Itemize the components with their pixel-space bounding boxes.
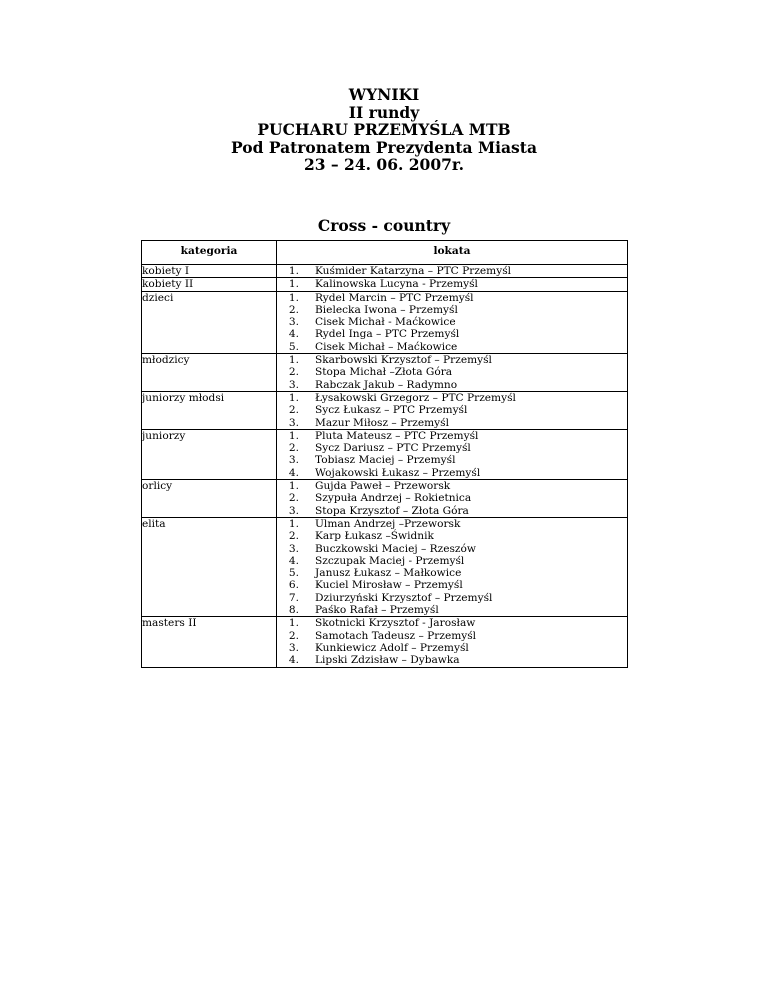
place-number: 1. <box>288 391 299 404</box>
table-row <box>142 391 628 429</box>
table-row <box>142 480 628 518</box>
place-number: 3. <box>288 641 299 654</box>
place-number: 3. <box>288 454 299 467</box>
list-item <box>277 617 627 629</box>
list-item <box>277 567 627 579</box>
competitor-name: Cisek Michał - Maćkowice <box>315 316 456 329</box>
list-item <box>277 492 627 504</box>
place-number: 4. <box>288 466 299 479</box>
list-item <box>277 543 627 555</box>
list-item <box>277 518 627 530</box>
category-cell: elita <box>142 517 277 616</box>
competitor-name: Wojakowski Łukasz – Przemyśl <box>315 466 481 479</box>
table-row <box>142 278 628 291</box>
placement-list <box>277 430 627 479</box>
category-cell: juniorzy <box>142 429 277 479</box>
list-item <box>277 604 627 616</box>
placement-cell <box>277 265 628 278</box>
placement-list <box>277 292 627 353</box>
list-item <box>277 404 627 416</box>
table-header-row <box>142 241 628 265</box>
placement-list <box>277 265 627 277</box>
place-number: 1. <box>288 480 299 493</box>
competitor-name: Pluta Mateusz – PTC Przemyśl <box>315 429 479 442</box>
competitor-name: Rabczak Jakub – Radymno <box>315 378 458 391</box>
list-item <box>277 480 627 492</box>
competitor-name: Szczupak Maciej - Przemyśl <box>315 554 465 567</box>
placement-cell <box>277 391 628 429</box>
category-cell: dzieci <box>142 291 277 353</box>
competitor-name: Kalinowska Lucyna - Przemyśl <box>315 278 478 291</box>
placement-list <box>277 354 627 391</box>
competitor-name: Janusz Łukasz – Małkowice <box>315 567 462 580</box>
table-row <box>142 517 628 616</box>
list-item <box>277 379 627 391</box>
title-line-round: II rundy <box>348 102 420 122</box>
competitor-name: Paśko Rafał – Przemyśl <box>315 604 439 617</box>
title-line-cup: PUCHARU PRZEMYŚLA MTB <box>257 120 511 139</box>
place-number: 3. <box>288 542 299 555</box>
placement-list <box>277 278 627 290</box>
place-number: 2. <box>288 303 299 316</box>
competitor-name: Mazur Miłosz – Przemyśl <box>315 416 449 429</box>
list-item <box>277 555 627 567</box>
placement-list <box>277 518 627 616</box>
competitor-name: Dziurzyński Krzysztof – Przemyśl <box>315 591 493 604</box>
header-placement: lokata <box>277 241 628 265</box>
title-line-results: WYNIKI <box>348 85 420 104</box>
place-number: 7. <box>288 591 299 604</box>
category-cell: kobiety I <box>142 265 277 278</box>
category-cell: kobiety II <box>142 278 277 291</box>
placement-list <box>277 617 627 666</box>
place-number: 1. <box>288 265 299 277</box>
results-body <box>142 265 628 668</box>
list-item <box>277 530 627 542</box>
place-number: 5. <box>288 340 299 353</box>
list-item <box>277 278 627 290</box>
competitor-name: Szypuła Andrzej – Rokietnica <box>315 492 472 505</box>
competitor-name: Skotnicki Krzysztof - Jarosław <box>315 617 476 630</box>
competitor-name: Bielecka Iwona – Przemyśl <box>315 303 458 316</box>
category-cell: młodzicy <box>142 354 277 392</box>
competitor-name: Gujda Paweł – Przeworsk <box>315 480 451 493</box>
placement-list <box>277 480 627 517</box>
competitor-name: Kuśmider Katarzyna – PTC Przemyśl <box>315 265 512 277</box>
competitor-name: Buczkowski Maciej – Rzeszów <box>315 542 476 555</box>
list-item <box>277 430 627 442</box>
list-item <box>277 265 627 277</box>
placement-list <box>277 392 627 429</box>
placement-cell <box>277 617 628 667</box>
competitor-name: Sycz Łukasz – PTC Przemyśl <box>315 404 468 417</box>
competitor-name: Cisek Michał – Maćkowice <box>315 340 458 353</box>
placement-cell <box>277 291 628 353</box>
place-number: 2. <box>288 404 299 417</box>
place-number: 1. <box>288 429 299 442</box>
list-item <box>277 592 627 604</box>
list-item <box>277 642 627 654</box>
list-item <box>277 442 627 454</box>
competitor-name: Lipski Zdzisław – Dybawka <box>315 654 460 667</box>
competitor-name: Łysakowski Grzegorz – PTC Przemyśl <box>315 391 516 404</box>
competitor-name: Samotach Tadeusz – Przemyśl <box>315 629 477 642</box>
place-number: 3. <box>288 504 299 517</box>
list-item <box>277 630 627 642</box>
competitor-name: Sycz Dariusz – PTC Przemyśl <box>315 442 471 455</box>
competitor-name: Karp Łukasz –Świdnik <box>315 530 434 543</box>
list-item <box>277 417 627 429</box>
place-number: 1. <box>288 291 299 304</box>
title-line-patronage: Pod Patronatem Prezydenta Miasta <box>231 137 537 157</box>
list-item <box>277 304 627 316</box>
place-number: 4. <box>288 654 299 667</box>
competitor-name: Kunkiewicz Adolf – Przemyśl <box>315 641 469 654</box>
category-cell: orlicy <box>142 480 277 518</box>
list-item <box>277 354 627 366</box>
place-number: 3. <box>288 316 299 329</box>
placement-cell <box>277 517 628 616</box>
header-category: kategoria <box>142 241 277 265</box>
list-item <box>277 579 627 591</box>
place-number: 8. <box>288 604 299 617</box>
competitor-name: Skarbowski Krzysztof – Przemyśl <box>315 354 492 367</box>
table-row <box>142 265 628 278</box>
table-row <box>142 354 628 392</box>
place-number: 6. <box>288 579 299 592</box>
place-number: 4. <box>288 554 299 567</box>
list-item <box>277 654 627 666</box>
competitor-name: Kuciel Mirosław – Przemyśl <box>315 579 463 592</box>
place-number: 2. <box>288 492 299 505</box>
list-item <box>277 316 627 328</box>
list-item <box>277 328 627 340</box>
competitor-name: Stopa Michał –Złota Góra <box>315 366 453 379</box>
list-item <box>277 392 627 404</box>
place-number: 3. <box>288 378 299 391</box>
placement-cell <box>277 429 628 479</box>
discipline-subtitle: Cross - country <box>317 216 451 235</box>
competitor-name: Rydel Marcin – PTC Przemyśl <box>315 291 474 304</box>
results-table <box>141 240 628 668</box>
list-item <box>277 292 627 304</box>
place-number: 2. <box>288 442 299 455</box>
place-number: 1. <box>288 517 299 530</box>
list-item <box>277 467 627 479</box>
place-number: 1. <box>288 617 299 630</box>
place-number: 4. <box>288 328 299 341</box>
placement-cell <box>277 480 628 518</box>
list-item <box>277 366 627 378</box>
placement-cell <box>277 278 628 291</box>
table-row <box>142 617 628 667</box>
category-cell: masters II <box>142 617 277 667</box>
table-row <box>142 429 628 479</box>
place-number: 2. <box>288 530 299 543</box>
list-item <box>277 341 627 353</box>
placement-cell <box>277 354 628 392</box>
place-number: 2. <box>288 366 299 379</box>
title-line-date: 23 – 24. 06. 2007r. <box>303 155 465 174</box>
place-number: 1. <box>288 278 299 291</box>
category-cell: juniorzy młodsi <box>142 391 277 429</box>
table-row <box>142 291 628 353</box>
competitor-name: Ulman Andrzej –Przeworsk <box>315 517 461 530</box>
place-number: 3. <box>288 416 299 429</box>
place-number: 5. <box>288 567 299 580</box>
competitor-name: Tobiasz Maciej – Przemyśl <box>315 454 456 467</box>
place-number: 2. <box>288 629 299 642</box>
competitor-name: Stopa Krzysztof – Złota Góra <box>315 504 469 517</box>
document-title <box>0 86 768 174</box>
list-item <box>277 454 627 466</box>
competitor-name: Rydel Inga – PTC Przemyśl <box>315 328 460 341</box>
list-item <box>277 505 627 517</box>
place-number: 1. <box>288 354 299 367</box>
